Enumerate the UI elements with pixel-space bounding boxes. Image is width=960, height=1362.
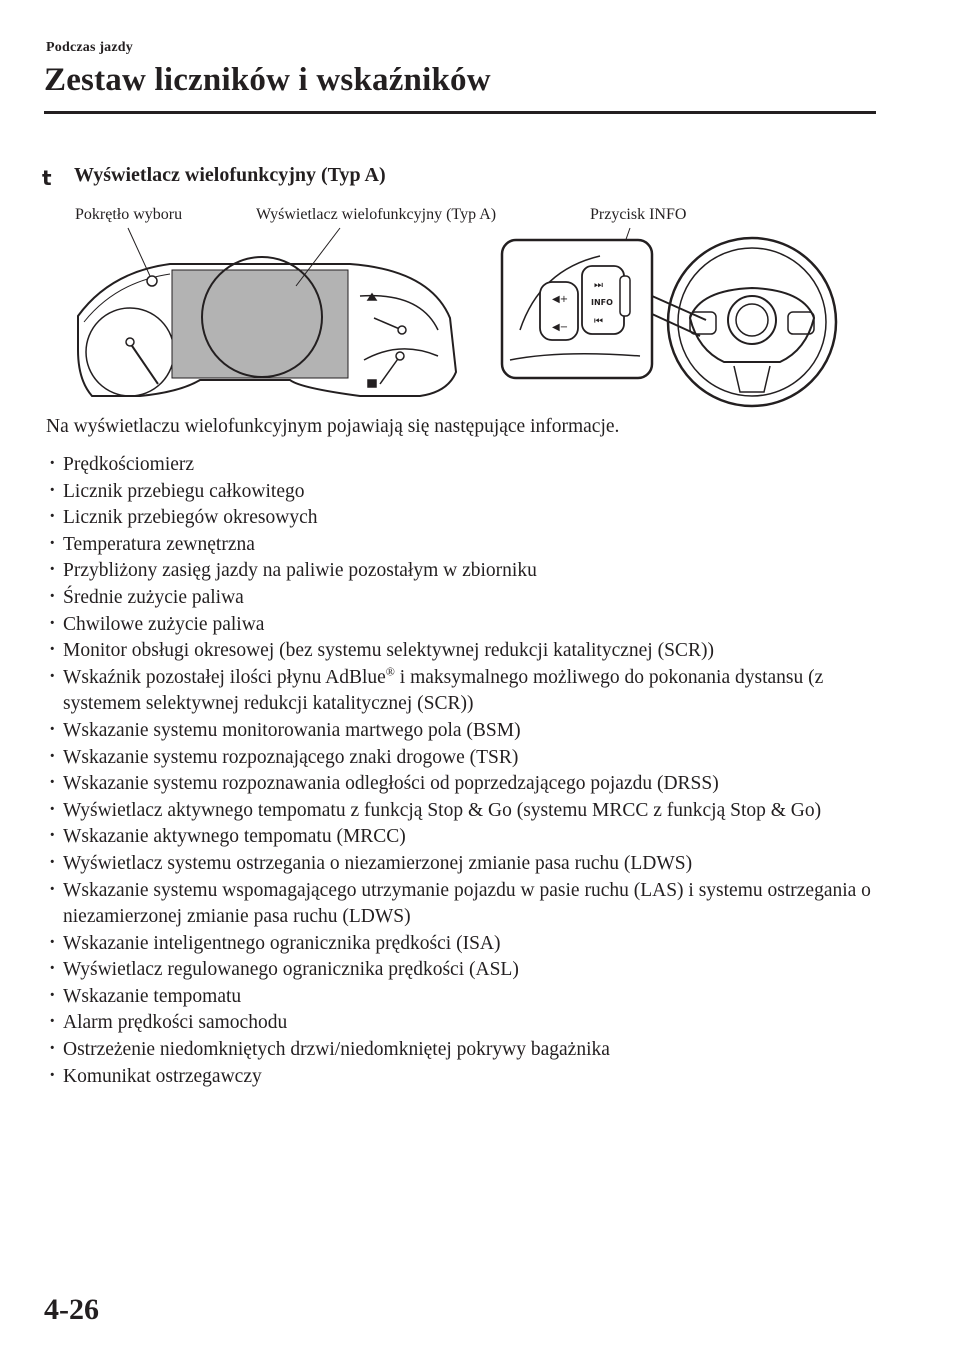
list-item: · Wskazanie aktywnego tempomatu (MRCC): [46, 824, 886, 851]
steering-switch-detail: [502, 240, 652, 378]
instrument-cluster-figure: [0, 0, 960, 412]
list-item: · Wskazanie systemu wspomagającego utrzymanie pojazdu w pasie ruchu (LAS) i systemu ostrzegania o niezamierzonej zmianie pasa ruchu (LDWS): [46, 878, 886, 931]
list-item: · Wskazanie systemu rozpoznawania odległości od poprzedzającego pojazdu (DRSS): [46, 771, 886, 798]
page-title: Zestaw liczników i wskaźników: [44, 62, 491, 98]
label-multifunction-display: Wyświetlacz wielofunkcyjny (Typ A): [256, 206, 497, 223]
list-item: · Wskazanie inteligentnego ogranicznika prędkości (ISA): [46, 931, 886, 958]
list-item: · Chwilowe zużycie paliwa: [46, 612, 886, 639]
tachometer-needle: [128, 340, 158, 384]
page-number: 4-26: [44, 1293, 99, 1326]
svg-text:◀−: ◀−: [552, 322, 569, 333]
list-item: · Wskazanie systemu monitorowania martwego pola (BSM): [46, 718, 886, 745]
svg-text:⏮: ⏮: [594, 316, 603, 327]
list-item: · Wyświetlacz aktywnego tempomatu z funkcją Stop & Go (systemu MRCC z funkcją Stop & Go): [46, 798, 886, 825]
list-item: · Przybliżony zasięg jazdy na paliwie pozostałym w zbiorniku: [46, 558, 886, 585]
svg-text:⏭: ⏭: [594, 280, 603, 291]
list-item: · Licznik przebiegu całkowitego: [46, 479, 886, 506]
intro-paragraph: Na wyświetlaczu wielofunkcyjnym pojawiają się następujące informacje.: [46, 416, 620, 437]
list-item: · Średnie zużycie paliwa: [46, 585, 886, 612]
steering-wheel: [668, 238, 836, 406]
adblue-item-text: Wskaźnik pozostałej ilości płynu AdBlue: [63, 666, 386, 688]
info-button-label: INFO: [591, 298, 613, 307]
subsection-marker: t: [42, 166, 52, 190]
list-item: · Prędkościomierz: [46, 452, 886, 479]
list-item: · Wskazanie systemu rozpoznającego znaki drogowe (TSR): [46, 745, 886, 772]
registered-mark: ®: [385, 664, 395, 679]
list-item: · Komunikat ostrzegawczy: [46, 1064, 886, 1091]
list-item: · Wyświetlacz systemu ostrzegania o niezamierzonej zmianie pasa ruchu (LDWS): [46, 851, 886, 878]
adblue-item-rest: i maksymalnego możliwego do pokonania dystansu (z systemem selektywnej redukcji katalitycznej (SCR)): [63, 666, 824, 715]
right-gauges: [360, 294, 438, 387]
section-header: Podczas jazdy: [46, 40, 133, 55]
list-item: · Alarm prędkości samochodu: [46, 1010, 886, 1037]
list-item: · Wskazanie tempomatu: [46, 984, 886, 1011]
list-item: · Wyświetlacz regulowanego ogranicznika prędkości (ASL): [46, 957, 886, 984]
list-item: [46, 665, 886, 718]
subsection-title: Wyświetlacz wielofunkcyjny (Typ A): [74, 164, 386, 186]
list-item: · Monitor obsługi okresowej (bez systemu selektywnej redukcji katalitycznej (SCR)): [46, 638, 886, 665]
list-item: · Temperatura zewnętrzna: [46, 532, 886, 559]
selector-knob: [147, 276, 157, 286]
label-info-button: Przycisk INFO: [590, 206, 687, 223]
svg-text:◀+: ◀+: [552, 294, 569, 305]
tachometer-gauge: [86, 308, 174, 396]
info-list: [46, 452, 886, 1090]
label-selector-knob: Pokrętło wyboru: [75, 206, 183, 223]
list-item: · Licznik przebiegów okresowych: [46, 505, 886, 532]
list-item: · Ostrzeżenie niedomkniętych drzwi/niedomkniętej pokrywy bagażnika: [46, 1037, 886, 1064]
